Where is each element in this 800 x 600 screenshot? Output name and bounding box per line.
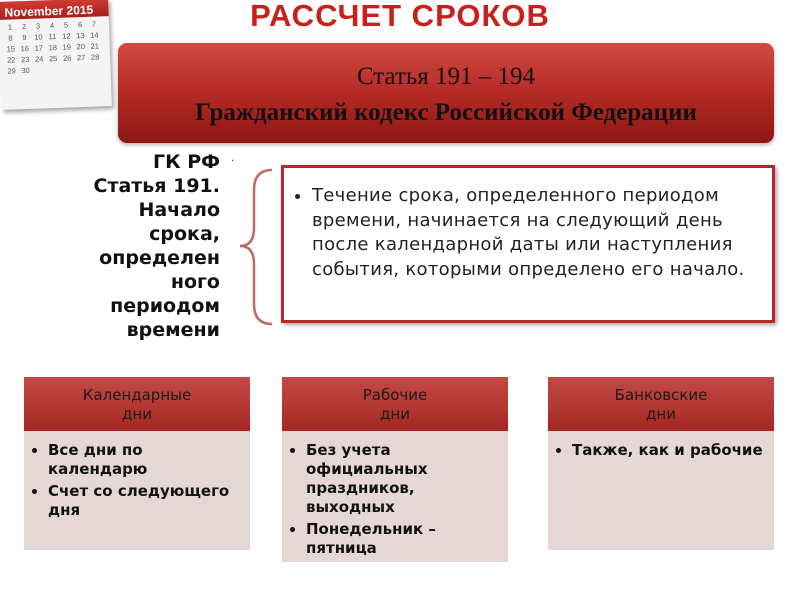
calendar-day: 27 xyxy=(76,52,86,63)
calendar-day: 21 xyxy=(90,41,100,51)
card-header-line: Рабочие xyxy=(362,386,428,404)
calendar-header: November 2015 xyxy=(0,0,109,20)
list-item: • Также, как и рабочие xyxy=(572,441,768,460)
card-header xyxy=(24,377,250,431)
calendar-day: 16 xyxy=(20,43,30,54)
calendar-day: 28 xyxy=(90,52,100,62)
calendar-day: 22 xyxy=(6,55,16,65)
small-dot: . xyxy=(231,153,235,164)
calendar-day: 24 xyxy=(34,54,44,64)
caption-line: времени xyxy=(126,319,220,341)
card-bank-days xyxy=(548,377,774,550)
calendar-day: 4 xyxy=(49,21,55,31)
card-header xyxy=(548,377,774,431)
list-item: • Счет со следующего дня xyxy=(48,482,244,520)
card-body xyxy=(24,431,250,550)
card-header-line: Календарные xyxy=(82,386,192,404)
card-header xyxy=(282,377,508,431)
calendar-day: 30 xyxy=(21,65,30,76)
card-body xyxy=(282,431,508,562)
calendar-day: 15 xyxy=(6,44,16,54)
caption-line: определен xyxy=(99,247,220,269)
card-working-days xyxy=(282,377,508,562)
brace-icon xyxy=(236,168,276,328)
calendar-day: 26 xyxy=(62,53,72,63)
card-calendar-days xyxy=(24,377,250,550)
calendar-day: 20 xyxy=(76,41,86,52)
definition-box xyxy=(281,165,775,323)
calendar-day: 7 xyxy=(91,19,97,29)
caption-line: ГК РФ xyxy=(152,151,220,173)
card-header-line: Банковские xyxy=(614,386,708,404)
card-header-line: дни xyxy=(380,405,410,423)
calendar-day: 25 xyxy=(48,53,58,64)
list-item: • Без учета официальных праздников, выходных xyxy=(306,441,502,517)
calendar-day: 6 xyxy=(77,20,83,30)
caption-line: периодом xyxy=(110,295,220,317)
card-body xyxy=(548,431,774,550)
calendar-day: 17 xyxy=(34,43,44,53)
list-item: • Понедельник – пятница xyxy=(306,520,502,558)
page-title: РАССЧЕТ СРОКОВ xyxy=(250,0,550,33)
calendar-day: 3 xyxy=(35,21,41,31)
calendar-day: 10 xyxy=(34,32,43,42)
calendar-day: 23 xyxy=(20,54,30,65)
calendar-day: 13 xyxy=(76,30,85,41)
calendar-day: 8 xyxy=(8,33,13,43)
caption-line: срока, xyxy=(149,223,220,245)
article-banner xyxy=(118,43,774,143)
banner-line-1: Статья 191 – 194 xyxy=(356,63,536,90)
calendar-day: 1 xyxy=(7,22,13,32)
calendar-day: 5 xyxy=(63,20,69,30)
calendar-day: 29 xyxy=(7,66,16,76)
calendar-day: 18 xyxy=(48,42,58,53)
card-header-line: дни xyxy=(122,405,152,423)
calendar-day: 12 xyxy=(62,31,71,41)
card-header-line: дни xyxy=(646,405,676,423)
caption-line: ного xyxy=(170,271,220,293)
calendar-day: 9 xyxy=(22,32,27,43)
definition-text: • Течение срока, определенного периодом времени, начинается на следующий день после календарной даты или наступления события, которыми определено его начало. xyxy=(312,184,752,282)
list-item: • Все дни по календарю xyxy=(48,441,244,479)
article-caption xyxy=(40,150,220,342)
calendar-day: 19 xyxy=(62,42,72,52)
caption-line: Статья 191. xyxy=(93,175,220,197)
calendar-day: 11 xyxy=(48,31,57,42)
banner-line-2: Гражданский кодекс Российской Федерации xyxy=(195,99,697,126)
calendar-day: 14 xyxy=(90,30,99,40)
caption-line: Начало xyxy=(138,199,220,221)
calendar-day: 2 xyxy=(21,21,27,32)
